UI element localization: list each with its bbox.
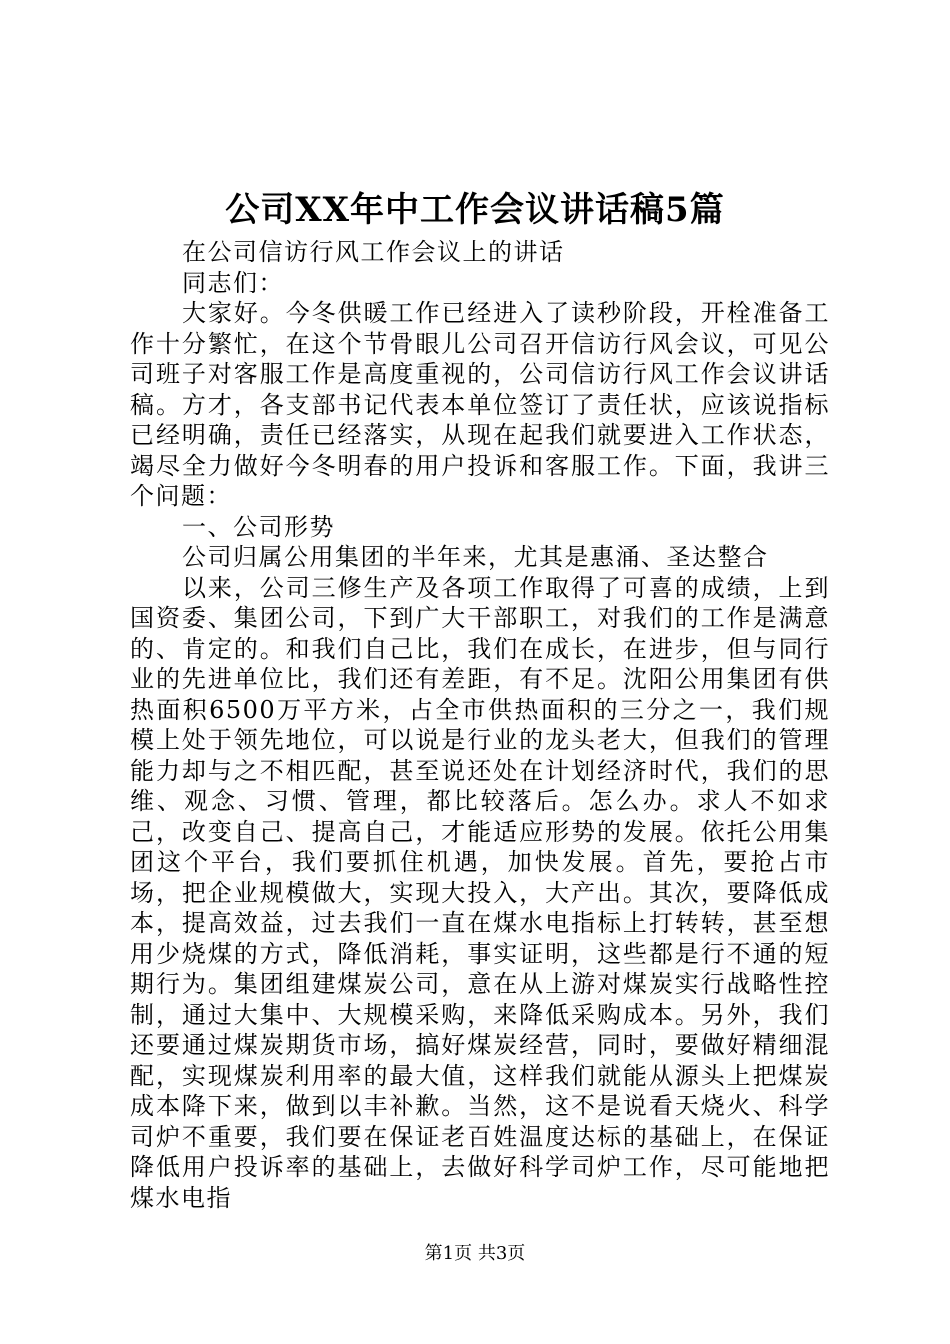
paragraph-lead: 公司归属公用集团的半年来，尤其是惠涌、圣达整合 — [182, 543, 769, 571]
document-title: 公司XX年中工作会议讲话稿5篇 — [225, 190, 725, 230]
document-body — [130, 237, 830, 1213]
salutation: 同志们： — [182, 268, 284, 297]
speech-heading: 在公司信访行风工作会议上的讲话 — [182, 238, 565, 266]
paragraph-main: 以来，公司三修生产及各项工作取得了可喜的成绩，上到国资委、集团公司，下到广大干部职工，对我们的工作是满意的、肯定的。和我们自己比，我们在成长，在进步，但与同行业的先进单位比，我们还有差距，有不足。沈阳公用集团有供热面积6500万平方米，占全市供热面积的三分之一，我们规模上处于领先地位，可以说是行业的龙头老大，但我们的管理能力却与之不相匹配，甚至说还处在计划经济时代，我们的思维、观念、习惯、管理，都比较落后。怎么办。求人不如求己，改变自己、提高自己，才能适应形势的发展。依托公用集团这个平台，我们要抓住机遇，加快发展。首先，要抢占市场，把企业规模做大，实现大投入，大产出。其次，要降低成本，提高效益，过去我们一直在煤水电指标上打转转，甚至想用少烧煤的方式，降低消耗，事实证明，这些都是行不通的短期行为。集团组建煤炭公司，意在从上游对煤炭实行战略性控制，通过大集中、大规模采购，来降低采购成本。另外，我们还要通过煤炭期货市场，搞好煤炭经营，同时，要做好精细混配，实现煤炭利用率的最大值，这样我们就能从源头上把煤炭成本降下来，做到以丰补歉。当然，这不是说看天烧火、科学司炉不重要，我们要在保证老百姓温度达标的基础上，在保证降低用户投诉率的基础上，去做好科学司炉工作，尽可能地把煤水电指 — [130, 573, 830, 1212]
paragraph-intro: 大家好。今冬供暖工作已经进入了读秒阶段，开栓准备工作十分繁忙，在这个节骨眼儿公司召开信访行风会议，可见公司班子对客服工作是高度重视的，公司信访行风工作会议讲话稿。方才，各支部书记代表本单位签订了责任状，应该说指标已经明确，责任已经落实，从现在起我们就要进入工作状态，竭尽全力做好今冬明春的用户投诉和客服工作。下面，我讲三个问题： — [130, 299, 830, 510]
page-footer: 第1页 共3页 — [424, 1243, 526, 1264]
section-heading-1: 一、公司形势 — [182, 512, 335, 541]
